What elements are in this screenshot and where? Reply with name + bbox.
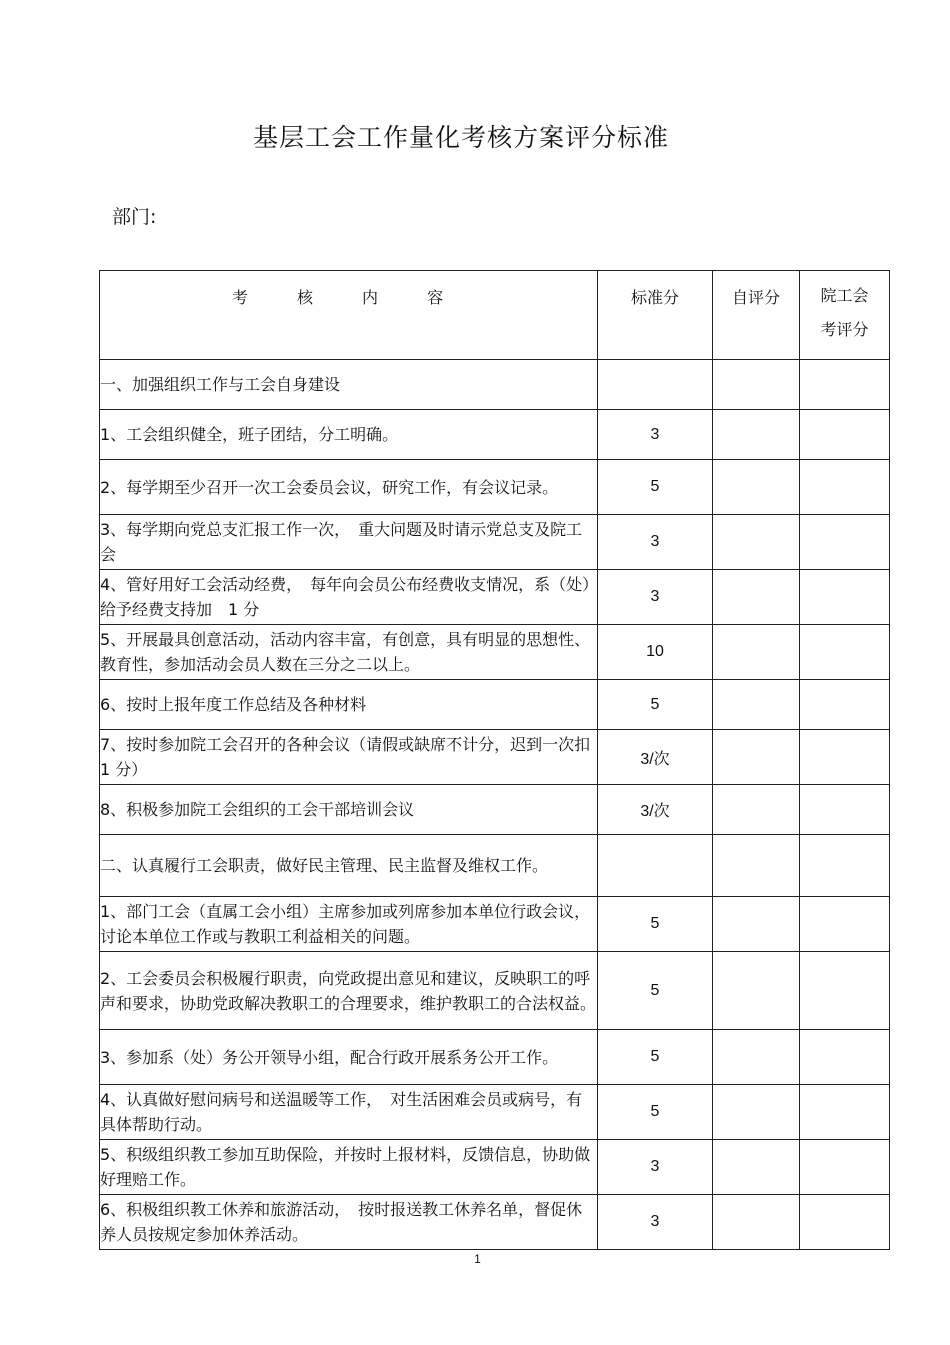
item-text: 2、每学期至少召开一次工会委员会议，研究工作，有会议记录。 (100, 460, 598, 515)
item-text: 4、管好用好工会活动经费， 每年向会员公布经费收支情况，系（处）给予经费支持加 1 分 (100, 570, 598, 625)
union-score-cell[interactable] (800, 835, 890, 897)
standard-score-cell: 5 (598, 460, 713, 515)
union-score-cell[interactable] (800, 730, 890, 785)
standard-score-cell: 10 (598, 625, 713, 680)
section-row (100, 835, 890, 897)
union-score-cell[interactable] (800, 360, 890, 410)
standard-score-cell: 3 (598, 515, 713, 570)
standard-score-cell: 5 (598, 952, 713, 1030)
union-score-cell[interactable] (800, 570, 890, 625)
header-content: 考 核 内 容 (100, 271, 598, 360)
table-row (100, 570, 890, 625)
table-row (100, 460, 890, 515)
union-score-cell[interactable] (800, 410, 890, 460)
standard-score-cell: 3 (598, 410, 713, 460)
page-title: 基层工会工作量化考核方案评分标准 (252, 123, 669, 152)
self-score-cell[interactable] (713, 410, 800, 460)
standard-score-cell: 5 (598, 897, 713, 952)
union-score-cell[interactable] (800, 515, 890, 570)
standard-score-cell: 3/次 (598, 730, 713, 785)
table-row (100, 410, 890, 460)
header-standard-score: 标准分 (598, 271, 713, 360)
section-row (100, 360, 890, 410)
self-score-cell[interactable] (713, 680, 800, 730)
self-score-cell[interactable] (713, 1195, 800, 1250)
union-score-cell[interactable] (800, 625, 890, 680)
self-score-cell[interactable] (713, 570, 800, 625)
self-score-cell[interactable] (713, 1030, 800, 1085)
item-text: 6、按时上报年度工作总结及各种材料 (100, 680, 598, 730)
union-score-cell[interactable] (800, 1085, 890, 1140)
self-score-cell[interactable] (713, 730, 800, 785)
section-title: 二、认真履行工会职责，做好民主管理、民主监督及维权工作。 (100, 835, 598, 897)
table-row (100, 1140, 890, 1195)
self-score-cell[interactable] (713, 625, 800, 680)
header-self-score: 自评分 (713, 271, 800, 360)
item-text: 5、积级组织教工参加互助保险，并按时上报材料，反馈信息，协助做好理赔工作。 (100, 1140, 598, 1195)
self-score-cell[interactable] (713, 1140, 800, 1195)
standard-score-cell (598, 360, 713, 410)
union-score-cell[interactable] (800, 680, 890, 730)
table-row (100, 1195, 890, 1250)
item-text: 2、工会委员会积极履行职责，向党政提出意见和建议，反映职工的呼声和要求，协助党政解决教职工的合理要求，维护教职工的合法权益。 (100, 952, 598, 1030)
table-row (100, 952, 890, 1030)
union-score-cell[interactable] (800, 1140, 890, 1195)
self-score-cell[interactable] (713, 835, 800, 897)
table-row (100, 897, 890, 952)
union-score-cell[interactable] (800, 897, 890, 952)
item-text: 3、每学期向党总支汇报工作一次， 重大问题及时请示党总支及院工会 (100, 515, 598, 570)
standard-score-cell: 3 (598, 1140, 713, 1195)
self-score-cell[interactable] (713, 952, 800, 1030)
page-number: 1 (474, 1252, 481, 1266)
standard-score-cell (598, 835, 713, 897)
item-text: 4、认真做好慰问病号和送温暖等工作， 对生活困难会员或病号，有具体帮助行动。 (100, 1085, 598, 1140)
table-row (100, 680, 890, 730)
item-text: 6、积极组织教工休养和旅游活动， 按时报送教工休养名单，督促休养人员按规定参加休养活动。 (100, 1195, 598, 1250)
table-header-row (100, 271, 890, 360)
table-row (100, 785, 890, 835)
header-union-score (800, 271, 890, 360)
union-score-cell[interactable] (800, 1195, 890, 1250)
table-row (100, 730, 890, 785)
self-score-cell[interactable] (713, 515, 800, 570)
standard-score-cell: 3 (598, 570, 713, 625)
table-row (100, 1030, 890, 1085)
self-score-cell[interactable] (713, 1085, 800, 1140)
item-text: 1、工会组织健全，班子团结，分工明确。 (100, 410, 598, 460)
header-union-score-line2: 考评分 (820, 320, 869, 339)
item-text: 5、开展最具创意活动，活动内容丰富，有创意，具有明显的思想性、教育性，参加活动会员人数在三分之二以上。 (100, 625, 598, 680)
standard-score-cell: 3 (598, 1195, 713, 1250)
table-row (100, 515, 890, 570)
standard-score-cell: 3/次 (598, 785, 713, 835)
header-union-score-line1: 院工会 (820, 286, 869, 305)
self-score-cell[interactable] (713, 360, 800, 410)
item-text: 3、参加系（处）务公开领导小组，配合行政开展系务公开工作。 (100, 1030, 598, 1085)
union-score-cell[interactable] (800, 1030, 890, 1085)
union-score-cell[interactable] (800, 785, 890, 835)
item-text: 8、积极参加院工会组织的工会干部培训会议 (100, 785, 598, 835)
self-score-cell[interactable] (713, 785, 800, 835)
item-text: 1、部门工会（直属工会小组）主席参加或列席参加本单位行政会议，讨论本单位工作或与教职工利益相关的问题。 (100, 897, 598, 952)
self-score-cell[interactable] (713, 460, 800, 515)
section-title: 一、加强组织工作与工会自身建设 (100, 360, 598, 410)
table-row (100, 625, 890, 680)
self-score-cell[interactable] (713, 897, 800, 952)
table-row (100, 1085, 890, 1140)
standard-score-cell: 5 (598, 680, 713, 730)
union-score-cell[interactable] (800, 460, 890, 515)
item-text: 7、按时参加院工会召开的各种会议（请假或缺席不计分，迟到一次扣 1 分） (100, 730, 598, 785)
department-label: 部门: (112, 206, 157, 228)
standard-score-cell: 5 (598, 1085, 713, 1140)
standard-score-cell: 5 (598, 1030, 713, 1085)
union-score-cell[interactable] (800, 952, 890, 1030)
scoring-table (99, 270, 890, 1250)
